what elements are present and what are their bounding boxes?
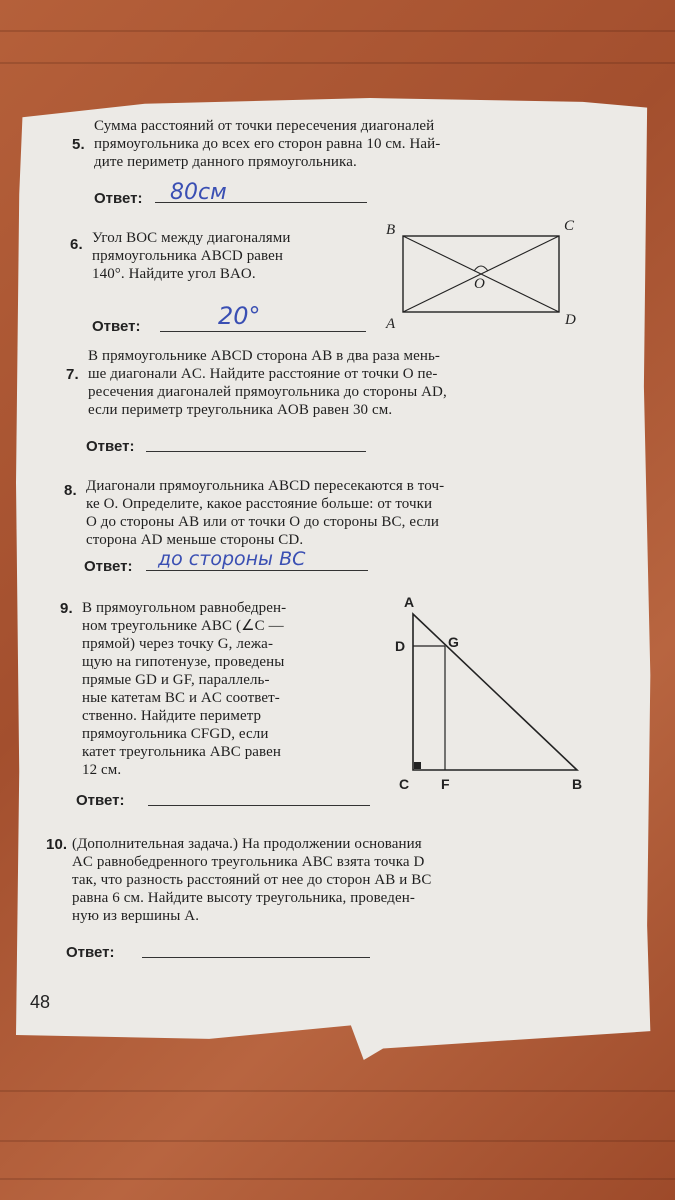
problem-9-line-4: щую на гипотенузе, проведены xyxy=(82,654,285,670)
fig9-label-d: D xyxy=(395,638,406,654)
problem-5-line-2: прямоугольника до всех его сторон равна 10 см. Най- xyxy=(94,136,441,152)
problem-9-line-8: прямоугольника CFGD, если xyxy=(82,726,269,742)
fig6-label-a: A xyxy=(386,316,396,332)
problem-8-line-1: Диагонали прямоугольника ABCD пересекаются в точ- xyxy=(86,478,445,494)
problem-6-answer-label: Ответ: xyxy=(92,318,141,335)
problem-9-line-10: 12 см. xyxy=(82,762,122,778)
problem-6-line-1: Угол BOC между диагоналями xyxy=(92,230,291,246)
problem-10-line-5: ную из вершины A. xyxy=(72,908,200,924)
fig6-label-d: D xyxy=(565,312,576,328)
problem-5-line-3: дите периметр данного прямоугольника. xyxy=(94,154,357,170)
problem-6-line-2: прямоугольника ABCD равен xyxy=(92,248,284,264)
problem-9-line-3: прямой) через точку G, лежа- xyxy=(82,636,274,652)
triangle-abc-figure xyxy=(405,608,585,778)
problem-7-line-1: В прямоугольнике ABCD сторона AB в два раза мень- xyxy=(88,348,441,364)
fig6-label-o: O xyxy=(474,276,485,292)
problem-7-answer-label: Ответ: xyxy=(86,438,135,455)
problem-5-handwritten-answer: 80см xyxy=(170,180,227,205)
wood-grain xyxy=(0,62,675,64)
problem-10-line-3: так, что разность расстояний от нее до сторон AB и BC xyxy=(72,872,432,888)
problem-10-line-4: равна 6 см. Найдите высоту треугольника, проведен- xyxy=(72,890,415,906)
page-number: 48 xyxy=(30,992,51,1012)
problem-7-line-4: если периметр треугольника AOB равен 30 см. xyxy=(88,402,393,418)
problem-9-line-6: ные катетам BC и AC соответ- xyxy=(82,690,280,706)
problem-7-line-2: ше диагонали AC. Найдите расстояние от точки O пе- xyxy=(88,366,438,382)
problem-7-line-3: ресечения диагоналей прямоугольника до стороны AD, xyxy=(88,384,447,400)
fig9-label-c: C xyxy=(399,776,410,792)
problem-8-line-2: ке O. Определите, какое расстояние больше: от точки xyxy=(86,496,433,512)
problem-6-handwritten-answer: 20° xyxy=(218,302,261,330)
problem-5-answer-label: Ответ: xyxy=(94,190,143,207)
problem-10-answer-label: Ответ: xyxy=(66,944,115,961)
triangle-outline xyxy=(413,614,577,770)
problem-9-answer-label: Ответ: xyxy=(76,792,125,809)
problem-10-line-2: AC равнобедренного треугольника ABC взята точка D xyxy=(72,854,425,870)
problem-9-line-5: прямые GD и GF, параллель- xyxy=(82,672,270,688)
fig9-label-f: F xyxy=(441,776,450,792)
angle-arc-boc xyxy=(474,266,488,271)
fig9-label-b: B xyxy=(572,776,583,792)
problem-9-answer-line xyxy=(148,805,370,806)
wood-grain xyxy=(0,1178,675,1180)
problem-8-line-3: O до стороны AB или от точки O до стороны BC, если xyxy=(86,514,439,530)
problem-10-line-1: (Дополнительная задача.) На продолжении основания xyxy=(72,836,422,852)
problem-10-answer-line xyxy=(142,957,370,958)
problem-8-number: 8. xyxy=(64,482,77,499)
right-angle-mark xyxy=(414,762,421,769)
problem-6-number: 6. xyxy=(70,236,83,253)
wood-grain xyxy=(0,1140,675,1142)
problem-8-answer-label: Ответ: xyxy=(84,558,133,575)
wood-grain xyxy=(0,1090,675,1092)
problem-6-answer-line xyxy=(160,331,366,332)
fig9-label-a: A xyxy=(404,594,415,610)
rectangle-abcd-figure xyxy=(395,228,570,320)
problem-7-number: 7. xyxy=(66,366,79,383)
problem-8-answer-line xyxy=(146,570,368,571)
problem-5-line-1: Сумма расстояний от точки пересечения диагоналей xyxy=(94,118,435,134)
problem-8-handwritten-answer: до стороны BC xyxy=(158,548,306,570)
problem-6-line-3: 140°. Найдите угол BAO. xyxy=(92,266,256,282)
fig9-label-g: G xyxy=(448,634,459,650)
fig6-label-c: C xyxy=(564,218,575,234)
fig6-label-b: B xyxy=(386,222,396,238)
problem-9-line-1: В прямоугольном равнобедрен- xyxy=(82,600,287,616)
problem-7-answer-line xyxy=(146,451,366,452)
problem-10-number: 10. xyxy=(46,836,68,853)
wood-grain xyxy=(0,30,675,32)
problem-9-line-2: ном треугольнике ABC (∠C — xyxy=(82,618,284,634)
problem-8-line-4: сторона AD меньше стороны CD. xyxy=(86,532,304,548)
problem-9-line-7: ственно. Найдите периметр xyxy=(82,708,262,724)
problem-5-number: 5. xyxy=(72,136,85,153)
problem-9-line-9: катет треугольника ABC равен xyxy=(82,744,282,760)
problem-9-number: 9. xyxy=(60,600,73,617)
